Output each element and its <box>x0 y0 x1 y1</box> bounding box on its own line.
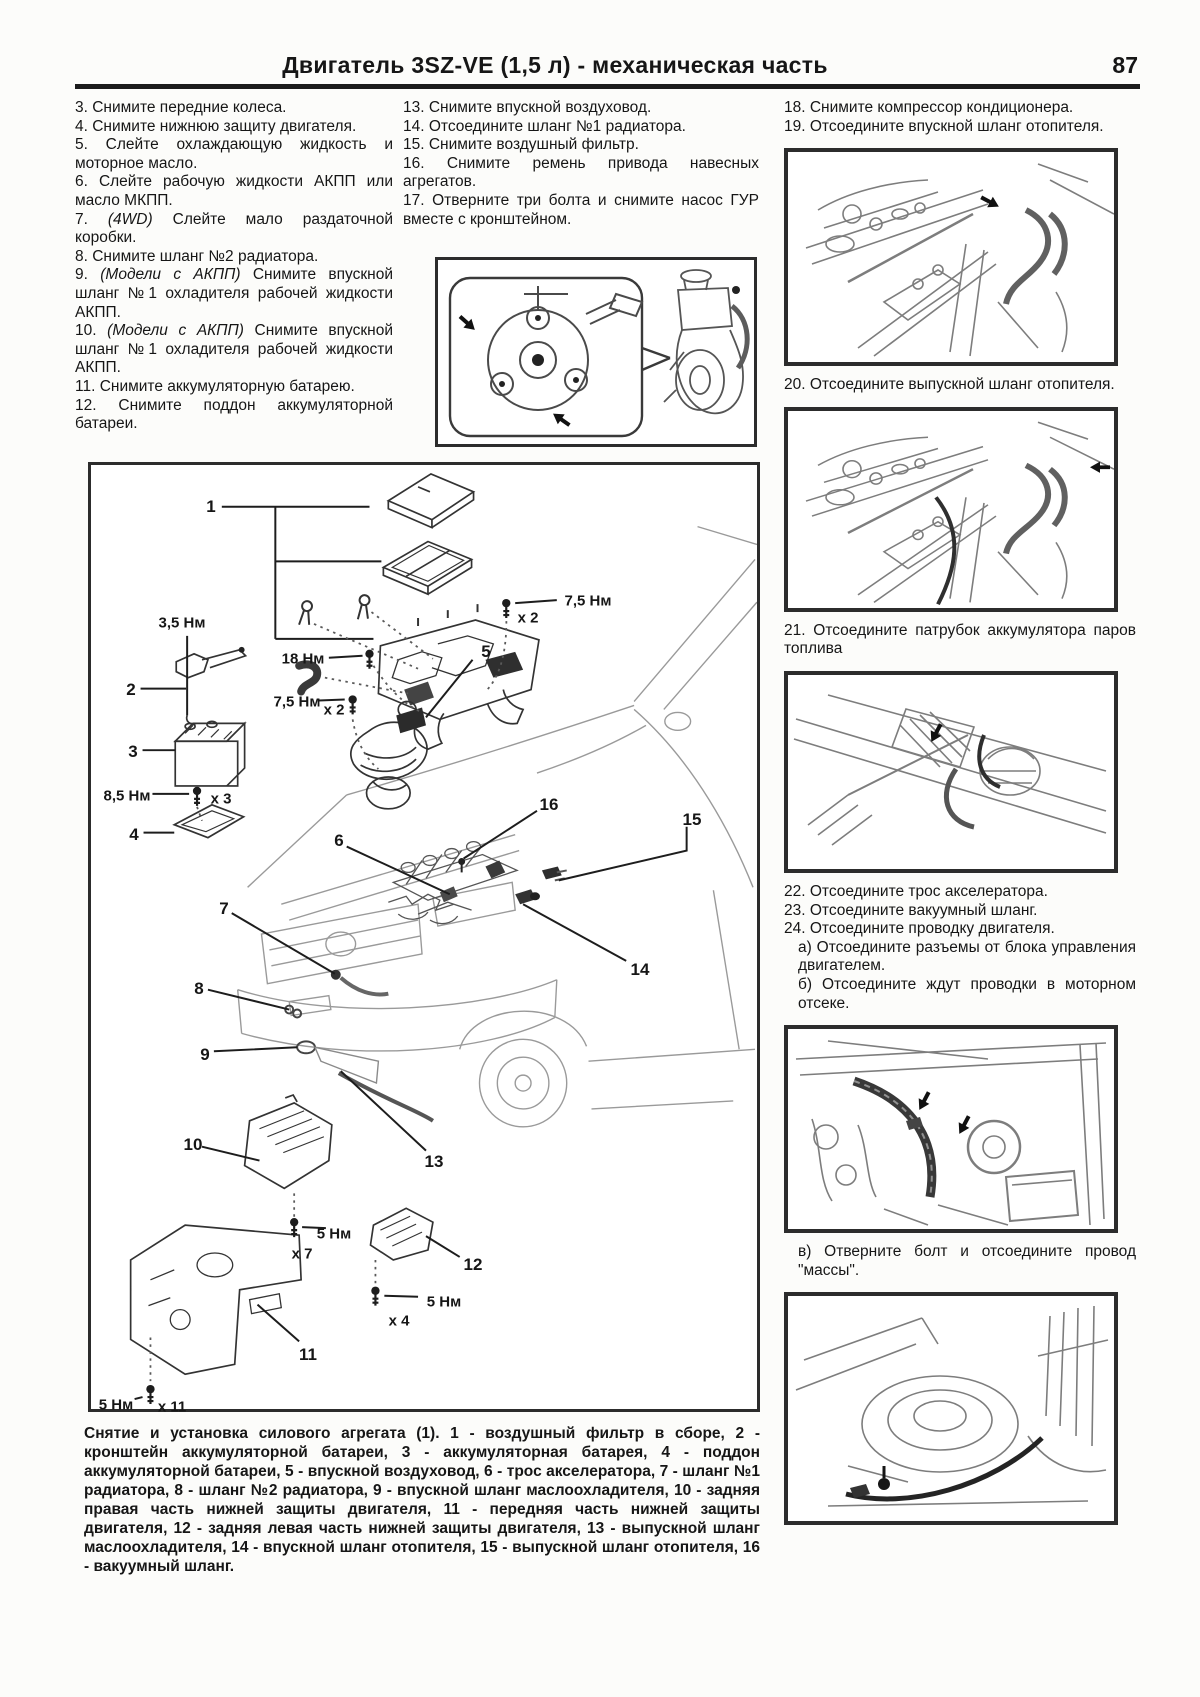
instruction-step: 21. Отсоедините патрубок аккумулятора паров топлива <box>784 621 1136 658</box>
torque-spec-label: x 3 <box>210 790 232 808</box>
part-number-label: 2 <box>126 680 136 699</box>
instruction-step: 20. Отсоедините выпускной шланг отопителя. <box>784 376 1115 394</box>
torque-spec-label: x 7 <box>291 1245 313 1263</box>
torque-spec-label: 8,5 Нм <box>103 787 151 805</box>
bolt-icon <box>502 599 510 618</box>
torque-spec-label: 7,5 Нм <box>564 592 612 610</box>
part-number-label: 7 <box>219 899 229 918</box>
hose-piece <box>299 664 317 691</box>
page-title: Двигатель 3SZ-VE (1,5 л) - механическая часть <box>282 52 828 78</box>
torque-spec-label: 18 Нм <box>281 650 325 668</box>
instruction-step: 18. Снимите компрессор кондиционера. <box>784 99 1074 116</box>
part-fittings <box>285 858 566 1121</box>
column-right <box>784 99 1136 1535</box>
under-covers <box>131 1095 433 1374</box>
part-number-label: 4 <box>129 825 139 844</box>
clip-icon <box>357 595 371 621</box>
instruction-step: 23. Отсоедините вакуумный шланг. <box>784 901 1038 919</box>
exploded-diagram <box>88 462 760 1416</box>
canister-sketch <box>788 675 1114 869</box>
bolt-icon <box>146 1385 154 1404</box>
bolt-arrow-icon <box>456 312 479 334</box>
part-number-label: 8 <box>194 979 204 998</box>
part-number-label: 6 <box>334 831 344 850</box>
clip-icon <box>298 600 314 627</box>
instruction-step: 8. Снимите шланг №2 радиатора. <box>75 247 319 265</box>
engine-bay-sketch <box>788 152 1114 362</box>
strut-tower-sketch <box>788 1296 1114 1521</box>
instruction-step: 7. (4WD) Слейте мало раздаточной коробки. <box>75 210 394 247</box>
instruction-step: 15. Снимите воздушный фильтр. <box>403 136 639 154</box>
photo-evap-canister-pipe <box>784 671 1118 873</box>
instruction-step: 19. Отсоедините впускной шланг отопителя. <box>784 117 1104 135</box>
callout-arrow-icon <box>978 192 1001 212</box>
photo-heater-outlet-hose <box>784 407 1118 612</box>
bolt-icon <box>371 1287 379 1306</box>
instruction-step: 6. Слейте рабочую жидкости АКПП или масло МКПП. <box>75 173 393 209</box>
engine-bay-sketch <box>788 411 1114 608</box>
torque-spec-label: 7,5 Нм <box>273 693 321 711</box>
torque-spec-label: x 2 <box>323 701 345 719</box>
bolt-icon <box>193 787 201 806</box>
car-outline <box>238 527 757 1127</box>
photo-heater-inlet-hose <box>784 148 1118 366</box>
bolt-icon <box>348 695 356 714</box>
air-cleaner-parts <box>378 474 539 749</box>
page-number: 87 <box>1112 52 1138 78</box>
torque-spec-label: 5 Нм <box>98 1396 134 1414</box>
instruction-step: 4. Снимите нижнюю защиту двигателя. <box>75 117 357 135</box>
column-left-steps <box>75 99 393 434</box>
callout-arrow-icon <box>914 1089 934 1112</box>
part-number-label: 9 <box>200 1045 210 1064</box>
instruction-step: 17. Отверните три болта и снимите насос ГУР вместе с кронштейном. <box>403 191 759 228</box>
torque-spec-label: 3,5 Нм <box>158 614 206 632</box>
instruction-step: 5. Слейте охлаждающую жидкость и моторное масло. <box>75 136 394 172</box>
header-rule <box>75 84 1140 89</box>
bolt-arrow-icon <box>550 409 573 430</box>
instruction-step: 12. Снимите поддон аккумуляторной батареи. <box>75 396 393 433</box>
exploded-diagram-art <box>91 465 757 1409</box>
photo-ground-wire <box>784 1292 1118 1525</box>
instruction-step: 10. (Модели с АКПП) Снимите впускной шланг №1 охладителя рабочей жидкости АКПП. <box>75 322 393 377</box>
bolt-icon <box>290 1218 298 1237</box>
leader-lines <box>135 507 687 1399</box>
instruction-step: 14. Отсоедините шланг №1 радиатора. <box>403 117 686 135</box>
psp-pump-illustration <box>435 257 757 447</box>
part-number-label: 3 <box>128 742 138 761</box>
instruction-substep: а) Отсоедините разъемы от блока управления двигателем. <box>798 938 1136 975</box>
column-middle-steps <box>403 99 759 229</box>
part-number-label: 1 <box>206 497 216 516</box>
instruction-step: 16. Снимите ремень привода навесных агрегатов. <box>403 154 759 191</box>
wiring-sketch <box>788 1029 1114 1229</box>
instruction-step: 24. Отсоедините проводку двигателя. <box>784 920 1055 938</box>
instruction-substep: в) Отверните болт и отсоедините провод "массы". <box>798 1243 1136 1279</box>
instruction-step: 13. Снимите впускной воздуховод. <box>403 99 652 116</box>
instruction-step: 22. Отсоедините трос акселератора. <box>784 882 1048 900</box>
instruction-step: 9. (Модели с АКПП) Снимите впускной шланг №1 охладителя рабочей жидкости АКПП. <box>75 266 393 321</box>
instruction-step: 11. Снимите аккумуляторную батарею. <box>75 377 355 395</box>
part-number-label: 10 <box>183 1135 203 1154</box>
bolt-icon <box>365 650 373 669</box>
part-number-label: 15 <box>682 810 702 829</box>
part-number-label: 13 <box>424 1152 444 1171</box>
instruction-step: 3. Снимите передние колеса. <box>75 99 287 116</box>
callout-arrow-icon <box>1090 461 1110 472</box>
torque-spec-label: 5 Нм <box>426 1293 462 1311</box>
part-number-label: 16 <box>539 795 559 814</box>
battery-group <box>174 650 245 838</box>
torque-spec-label: x 11 <box>157 1398 187 1416</box>
diagram-caption: Снятие и установка силового агрегата (1). 1 - воздушный фильтр в сборе, 2 - кронштейн аккумуляторной батареи, 3 - аккумуляторная батарея, 4 - поддон аккумуляторной батареи, 5 - впускной воздуховод, 6 - трос акселератора, 7 - шланг №1 радиатора, 8 - шланг №2 радиатора, 9 - впускной шланг маслоохладителя, 10 - задняя правая часть нижней защиты двигателя, 11 - передняя часть нижней защиты двигателя, 12 - задняя левая часть нижней защиты двигателя, 13 - выпускной шланг маслоохладителя, 14 - впускной шланг отопителя, 15 - выпускной шланг отопителя, 16 - вакуумный шланг. <box>84 1425 760 1576</box>
torque-spec-label: x 2 <box>517 609 539 627</box>
part-number-label: 14 <box>630 960 650 979</box>
part-number-label: 12 <box>463 1255 483 1274</box>
psp-pump-sketch <box>438 260 754 444</box>
part-number-label: 11 <box>299 1345 317 1364</box>
instruction-substep: б) Отсоедините ждут проводки в моторном отсеке. <box>798 975 1136 1012</box>
part-number-label: 5 <box>481 642 491 661</box>
torque-spec-label: 5 Нм <box>316 1225 352 1243</box>
photo-engine-wiring <box>784 1025 1118 1233</box>
torque-spec-label: x 4 <box>388 1312 410 1330</box>
